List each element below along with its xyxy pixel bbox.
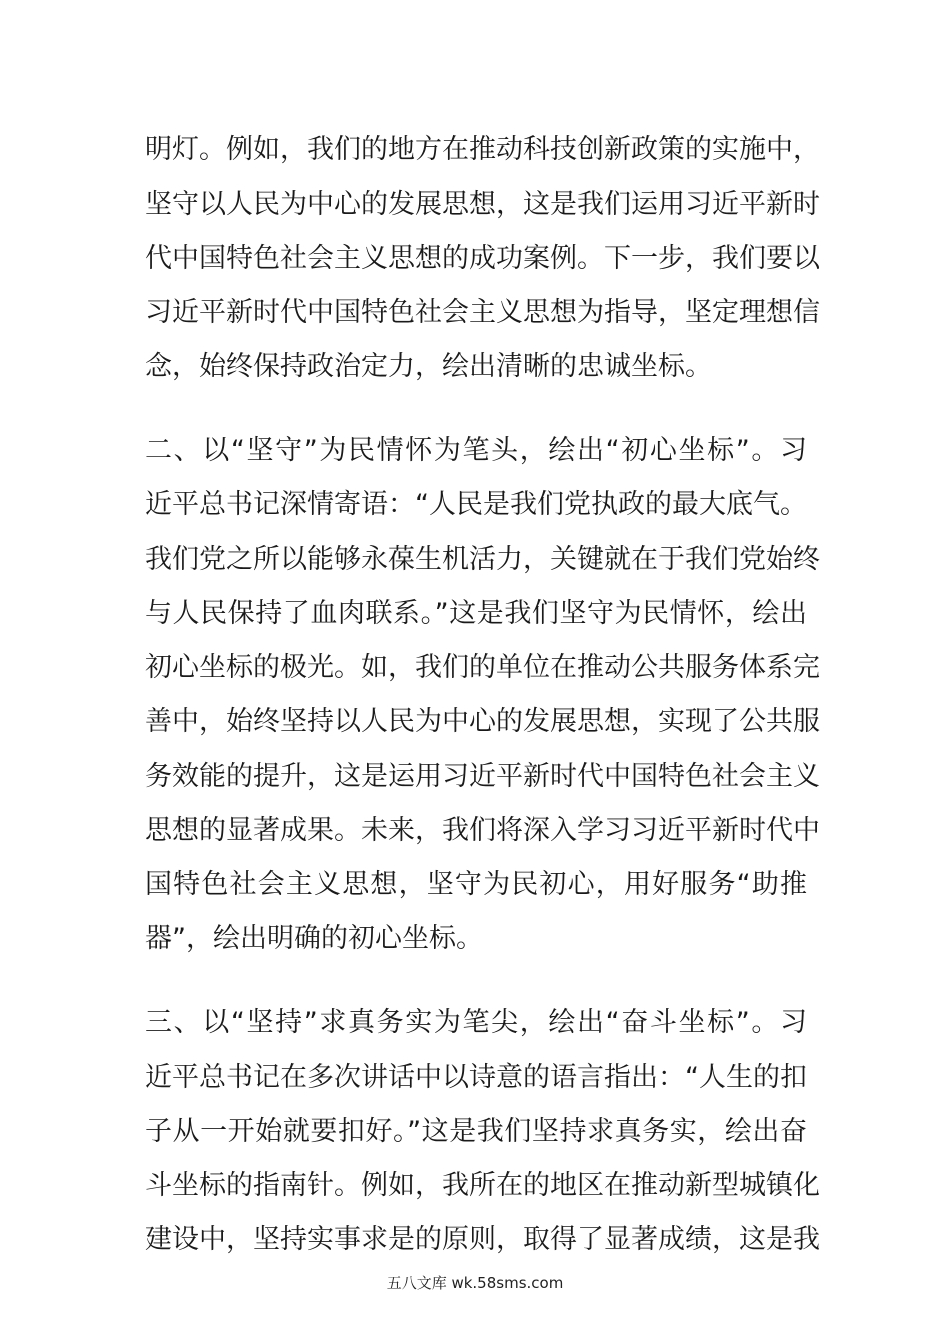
text-line: 国特色社会主义思想，坚守为民初心，用好服务“助推	[145, 869, 807, 900]
text-line: 近平总书记深情寄语：“人民是我们党执政的最大底气。	[145, 489, 807, 520]
text-line: 思想的显著成果。未来，我们将深入学习习近平新时代中	[145, 815, 820, 846]
text-line: 务效能的提升，这是运用习近平新时代中国特色社会主义	[145, 761, 820, 792]
text-line: 代中国特色社会主义思想的成功案例。下一步，我们要以	[145, 243, 820, 274]
text-line: 习近平新时代中国特色社会主义思想为指导，坚定理想信	[145, 297, 820, 328]
text-line: 善中，始终坚持以人民为中心的发展思想，实现了公共服	[145, 706, 820, 737]
text-line: 与人民保持了血肉联系。”这是我们坚守为民情怀，绘出	[145, 598, 807, 629]
text-line: 建设中，坚持实事求是的原则，取得了显著成绩，这是我	[145, 1224, 820, 1255]
text-line: 明灯。例如，我们的地方在推动科技创新政策的实施中，	[145, 134, 820, 165]
page-footer: 五八文库 wk.58sms.com	[386, 1274, 564, 1292]
text-line: 三、以“坚持”求真务实为笔尖，绘出“奋斗坐标”。习	[145, 1007, 807, 1038]
text-line: 初心坐标的极光。如，我们的单位在推动公共服务体系完	[145, 652, 820, 683]
text-line: 二、以“坚守”为民情怀为笔头，绘出“初心坐标”。习	[145, 435, 807, 466]
text-line: 器”，绘出明确的初心坐标。	[145, 923, 483, 954]
text-line: 近平总书记在多次讲话中以诗意的语言指出：“人生的扣	[145, 1062, 807, 1093]
text-line: 坚守以人民为中心的发展思想，这是我们运用习近平新时	[145, 189, 820, 220]
text-line: 斗坐标的指南针。例如，我所在的地区在推动新型城镇化	[145, 1170, 820, 1201]
text-line: 我们党之所以能够永葆生机活力，关键就在于我们党始终	[145, 544, 820, 575]
text-line: 念，始终保持政治定力，绘出清晰的忠诚坐标。	[145, 351, 712, 382]
text-line: 子从一开始就要扣好。”这是我们坚持求真务实，绘出奋	[145, 1116, 807, 1147]
